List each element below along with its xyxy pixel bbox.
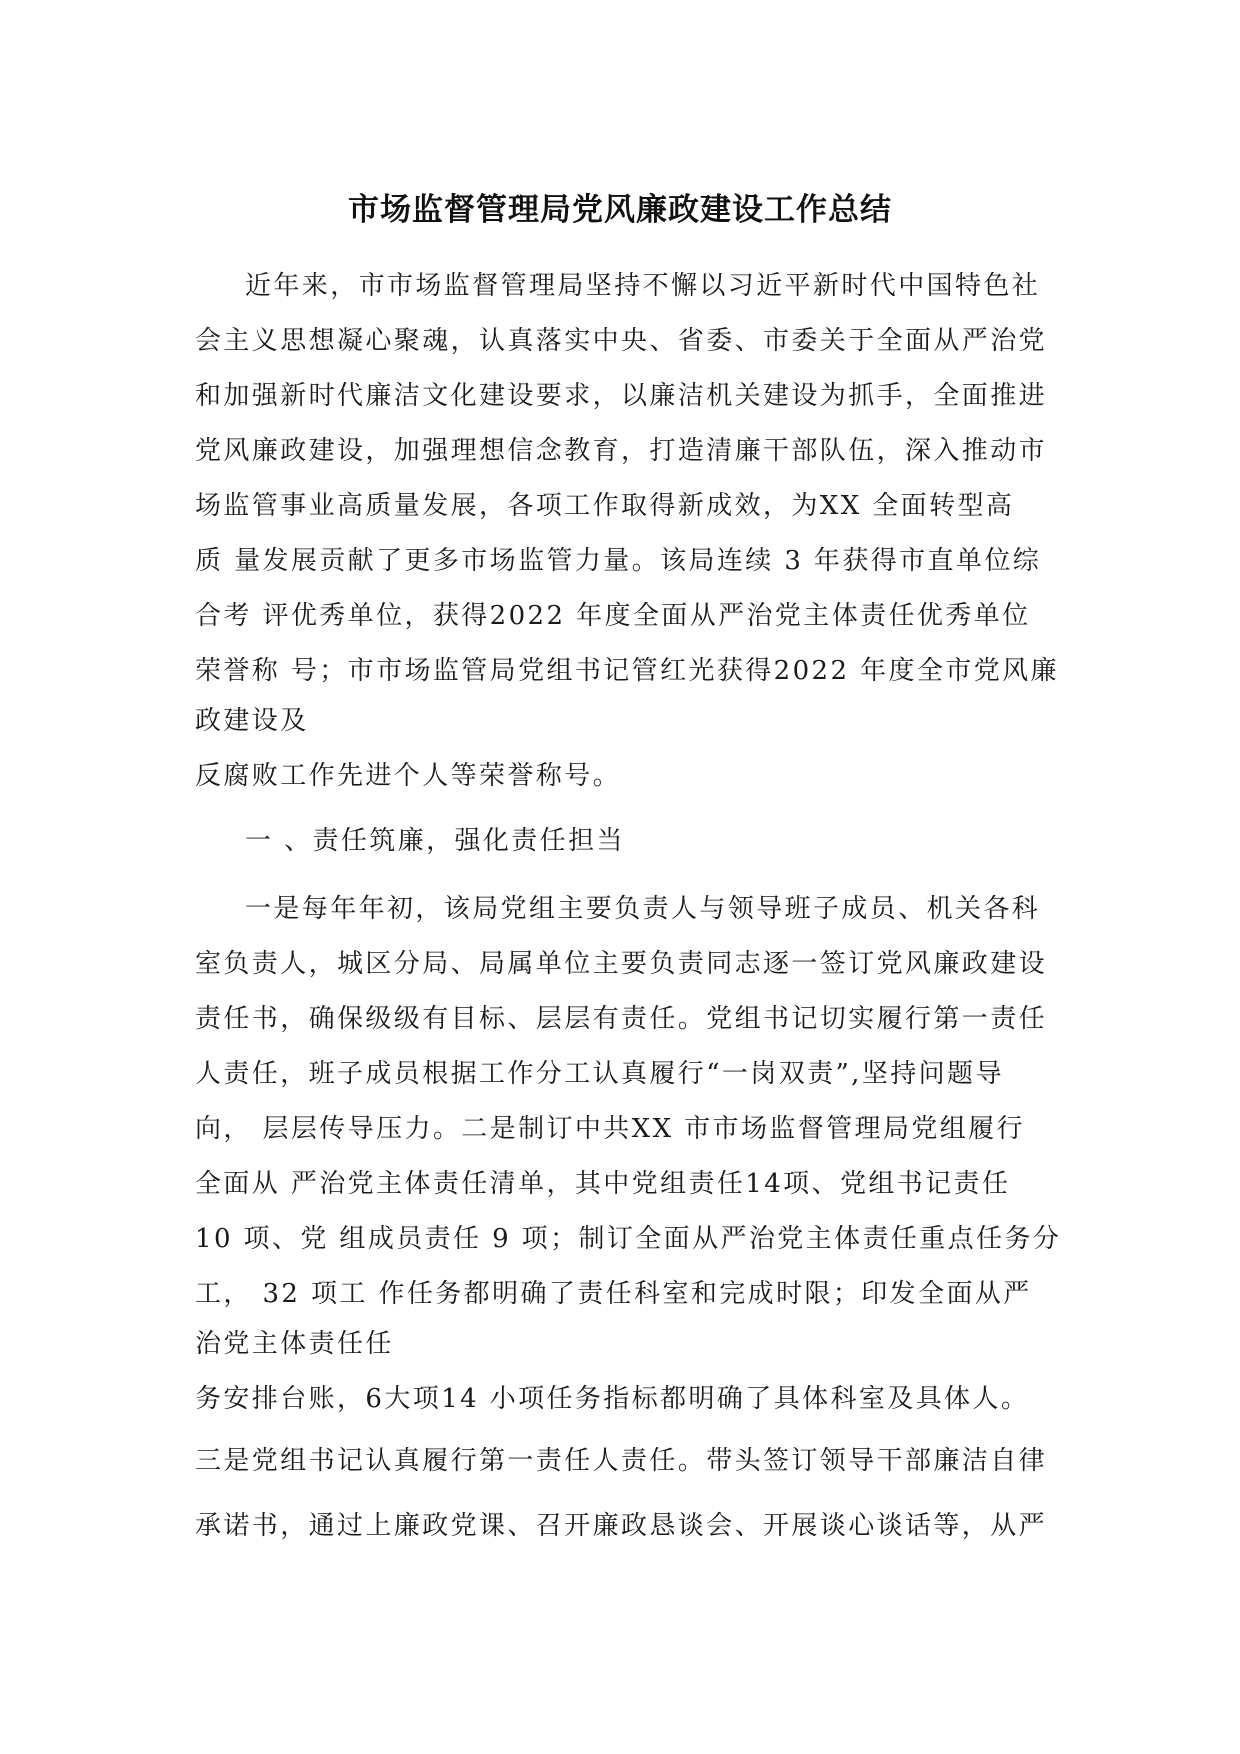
paragraph-line: 承诺书，通过上廉政党课、召开廉政恳谈会、开展谈心谈话等，从严 — [195, 1511, 1048, 1541]
paragraph-line: 荣誉称 号；市市场监管局党组书记管红光获得2022 年度全市党风廉 — [195, 656, 1059, 686]
paragraph-line: 近年来，市市场监督管理局坚持不懈以习近平新时代中国特色社 — [245, 271, 1041, 301]
paragraph-line: 向， 层层传导压力。二是制订中共XX 市市场监督管理局党组履行 — [195, 1114, 1025, 1144]
paragraph-line: 政建设及 — [195, 706, 309, 736]
paragraph-line: 反腐败工作先进个人等荣誉称号。 — [195, 761, 622, 791]
paragraph-line: 10 项、党 组成员责任 9 项；制订全面从严治党主体责任重点任务分 — [195, 1224, 1062, 1254]
section-heading: 一 、责任筑廉，强化责任担当 — [245, 826, 625, 856]
paragraph-line: 责任书，确保级级有目标、层层有责任。党组书记切实履行第一责任 — [195, 1004, 1048, 1034]
paragraph-line: 和加强新时代廉洁文化建设要求，以廉洁机关建设为抓手，全面推进 — [195, 381, 1048, 411]
paragraph-line: 会主义思想凝心聚魂，认真落实中央、省委、市委关于全面从严治党 — [195, 326, 1048, 356]
paragraph-line: 工， 32 项工 作任务都明确了责任科室和完成时限；印发全面从严 — [195, 1279, 1032, 1309]
paragraph-line: 务安排台账，6大项14 小项任务指标都明确了具体科室及具体人。 — [195, 1384, 1030, 1414]
paragraph-line: 质 量发展贡献了更多市场监管力量。该局连续 3 年获得市直单位综 — [195, 546, 1042, 576]
document-title: 市场监督管理局党风廉政建设工作总结 — [348, 192, 892, 228]
paragraph-line: 三是党组书记认真履行第一责任人责任。带头签订领导干部廉洁自律 — [195, 1446, 1048, 1476]
paragraph-line: 一是每年年初，该局党组主要负责人与领导班子成员、机关各科 — [245, 894, 1041, 924]
paragraph-line: 治党主体责任任 — [195, 1329, 394, 1359]
paragraph-line: 室负责人，城区分局、局属单位主要负责同志逐一签订党风廉政建设 — [195, 949, 1048, 979]
paragraph-line: 全面从 严治党主体责任清单，其中党组责任14项、党组书记责任 — [195, 1169, 1011, 1199]
paragraph-line: 场监管事业高质量发展，各项工作取得新成效，为XX 全面转型高 — [195, 491, 1015, 521]
paragraph-line: 人责任，班子成员根据工作分工认真履行“一岗双责”,坚持问题导 — [195, 1059, 1004, 1089]
paragraph-line: 合考 评优秀单位，获得2022 年度全面从严治党主体责任优秀单位 — [195, 601, 1031, 631]
paragraph-line: 党风廉政建设，加强理想信念教育，打造清廉干部队伍，深入推动市 — [195, 436, 1048, 466]
